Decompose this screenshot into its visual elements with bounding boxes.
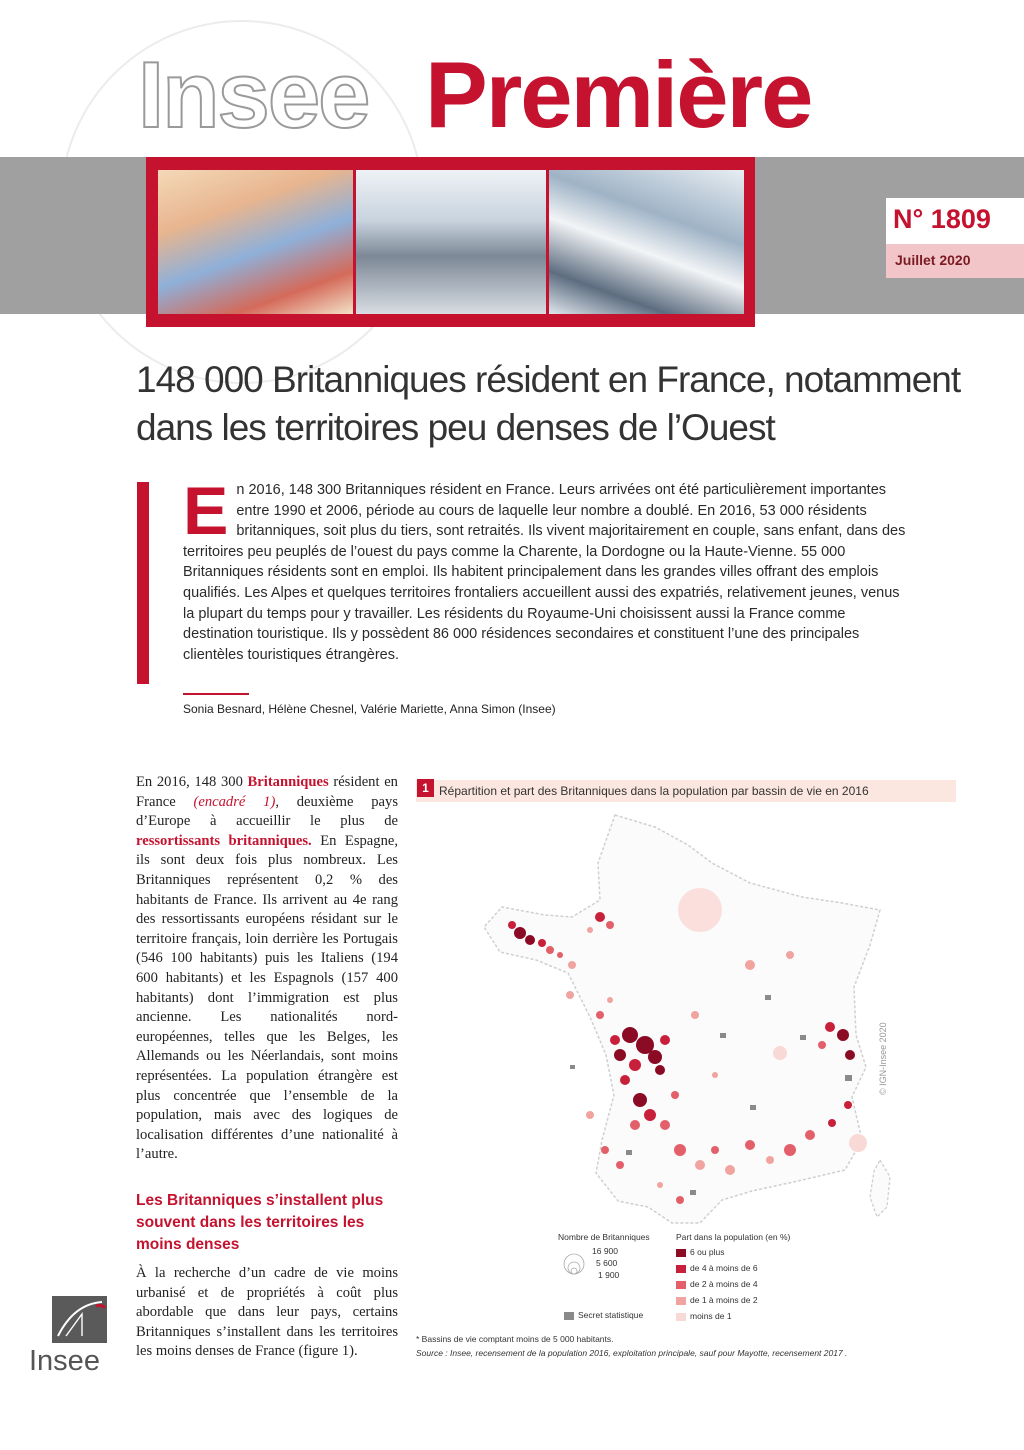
legend-size-3: 1 900	[598, 1270, 620, 1280]
body-paragraph-1	[136, 773, 398, 1165]
body-text: En 2016, 148 300	[136, 774, 248, 790]
map-france	[450, 805, 900, 1225]
body-text: En Espagne, ils sont deux fois plus nombreux. Les Britanniques représentent 0,2 % des habitants de France. Ils arrivent au 4e rang des ressortissants européens résidant sur le territoire français, loin derrière les Portugais (546 100 habitants) puis les Italiens (194 600 habitants) et les Espagnols (157 400 habitants) dont l’immigration est plus ancienne. Les nationalités nord-européennes, telles que les Belges, les Allemands ou les Néerlandais, sont moins représentées. La population étrangère est plus concentrée que l’ensemble de la population, mais avec des logiques de localisation différentes d’une nationalité à l’autre.	[136, 832, 398, 1163]
figure-note: * Bassins de vie comptant moins de 5 000 habitants.	[416, 1334, 614, 1344]
legend-size-1: 16 900	[592, 1246, 618, 1256]
legend-share-swatch-5	[676, 1313, 686, 1321]
body-text: , deuxième pays d’Europe à accueillir le plus de	[136, 793, 399, 830]
ref-link-figure-1[interactable]: (figure 1)	[298, 1343, 355, 1360]
france-outline	[484, 815, 880, 1223]
photo-street-crowd	[356, 170, 546, 314]
photo-children	[158, 170, 353, 314]
legend-secret-label: Secret statistique	[578, 1310, 644, 1320]
legend-size-title: Nombre de Britanniques	[558, 1232, 650, 1242]
corsica-outline	[870, 1160, 890, 1217]
issue-date: Juillet 2020	[895, 252, 971, 268]
insee-logo-icon	[52, 1296, 107, 1343]
legend-size-circles	[562, 1250, 586, 1278]
legend-share-swatch-2	[676, 1265, 686, 1273]
photo-office-meeting	[549, 170, 744, 314]
legend-share-3: de 2 à moins de 4	[690, 1279, 758, 1289]
legend-share-swatch-4	[676, 1297, 686, 1305]
legend-share-swatch-1	[676, 1249, 686, 1257]
authors: Sonia Besnard, Hélène Chesnel, Valérie Mariette, Anna Simon (Insee)	[183, 702, 556, 716]
legend-share-5: moins de 1	[690, 1311, 732, 1321]
legend-share-2: de 4 à moins de 6	[690, 1263, 758, 1273]
legend-share-title: Part dans la population (en %)	[676, 1232, 791, 1242]
legend-secret-swatch	[564, 1312, 574, 1320]
legend-share-4: de 1 à moins de 2	[690, 1295, 758, 1305]
figure-source: Source : Insee, recensement de la population 2016, exploitation principale, sauf pour Mayotte, recensement 2017 .	[416, 1348, 848, 1358]
glossary-link-britanniques[interactable]: Britanniques	[247, 774, 329, 790]
brand-insee: Insee	[138, 42, 369, 147]
body-text: résident en France	[136, 774, 398, 810]
intro-dropcap: E	[183, 473, 229, 549]
glossary-link-ressortissants[interactable]: ressortissants britanniques.	[136, 832, 312, 849]
section-heading: Les Britanniques s’installent plus souvent dans les territoires les moins denses	[136, 1192, 384, 1253]
legend-size-2: 5 600	[596, 1258, 618, 1268]
body-paragraph-2	[136, 1264, 398, 1362]
body-text: À la recherche d’un cadre de vie moins urbanisé et de propriétés à coût plus abordable que dans leur pays, certains Britanniques s’installent dans les territoires les moins denses de France	[136, 1265, 398, 1360]
map-copyright: © IGN-Insee 2020	[878, 1022, 888, 1095]
brand-premiere: Première	[425, 42, 812, 147]
legend-share-swatch-3	[676, 1281, 686, 1289]
intro-text: n 2016, 148 300 Britanniques résident en France. Leurs arrivées ont été particulièrement importantes entre 1990 et 2006, période au cours de laquelle leur nombre a doublé. En 2016, 53 000 résidents britanniques, soit plus du tiers, sont retraités. Ils vivent majoritairement en couple, sans enfant, dans des territoires peu peuplés de l’ouest du pays comme la Charente, la Dordogne ou la Haute-Vienne. 55 000 Britanniques résidents sont en emploi. Ils habitent principalement dans les grandes villes offrant des emplois qualifiés. Les Alpes et quelques territoires frontaliers accueillent aussi des expatriés, relativement jeunes, venus la plupart du temps pour y travailler. Les résidents du Royaume-Uni choisissent aussi la France comme destination touristique. Ils y possèdent 86 000 résidences secondaires et constituent l’une des principales clientèles touristiques étrangères.	[183, 482, 906, 663]
intro-paragraph	[183, 473, 913, 665]
legend-share-1: 6 ou plus	[690, 1247, 725, 1257]
figure-number: 1	[417, 779, 434, 797]
intro-accent-bar	[137, 482, 149, 684]
page-title: 148 000 Britanniques résident en France, notamment dans les territoires peu denses de l’Ouest	[136, 359, 961, 448]
insee-logo-text: Insee	[29, 1345, 100, 1377]
figure-title: Répartition et part des Britanniques dans la population par bassin de vie en 2016	[439, 784, 869, 798]
body-text: .	[354, 1343, 358, 1360]
authors-divider	[183, 693, 249, 695]
issue-number: N° 1809	[893, 204, 991, 234]
ref-link-encadre-1[interactable]: (encadré 1)	[193, 793, 276, 810]
